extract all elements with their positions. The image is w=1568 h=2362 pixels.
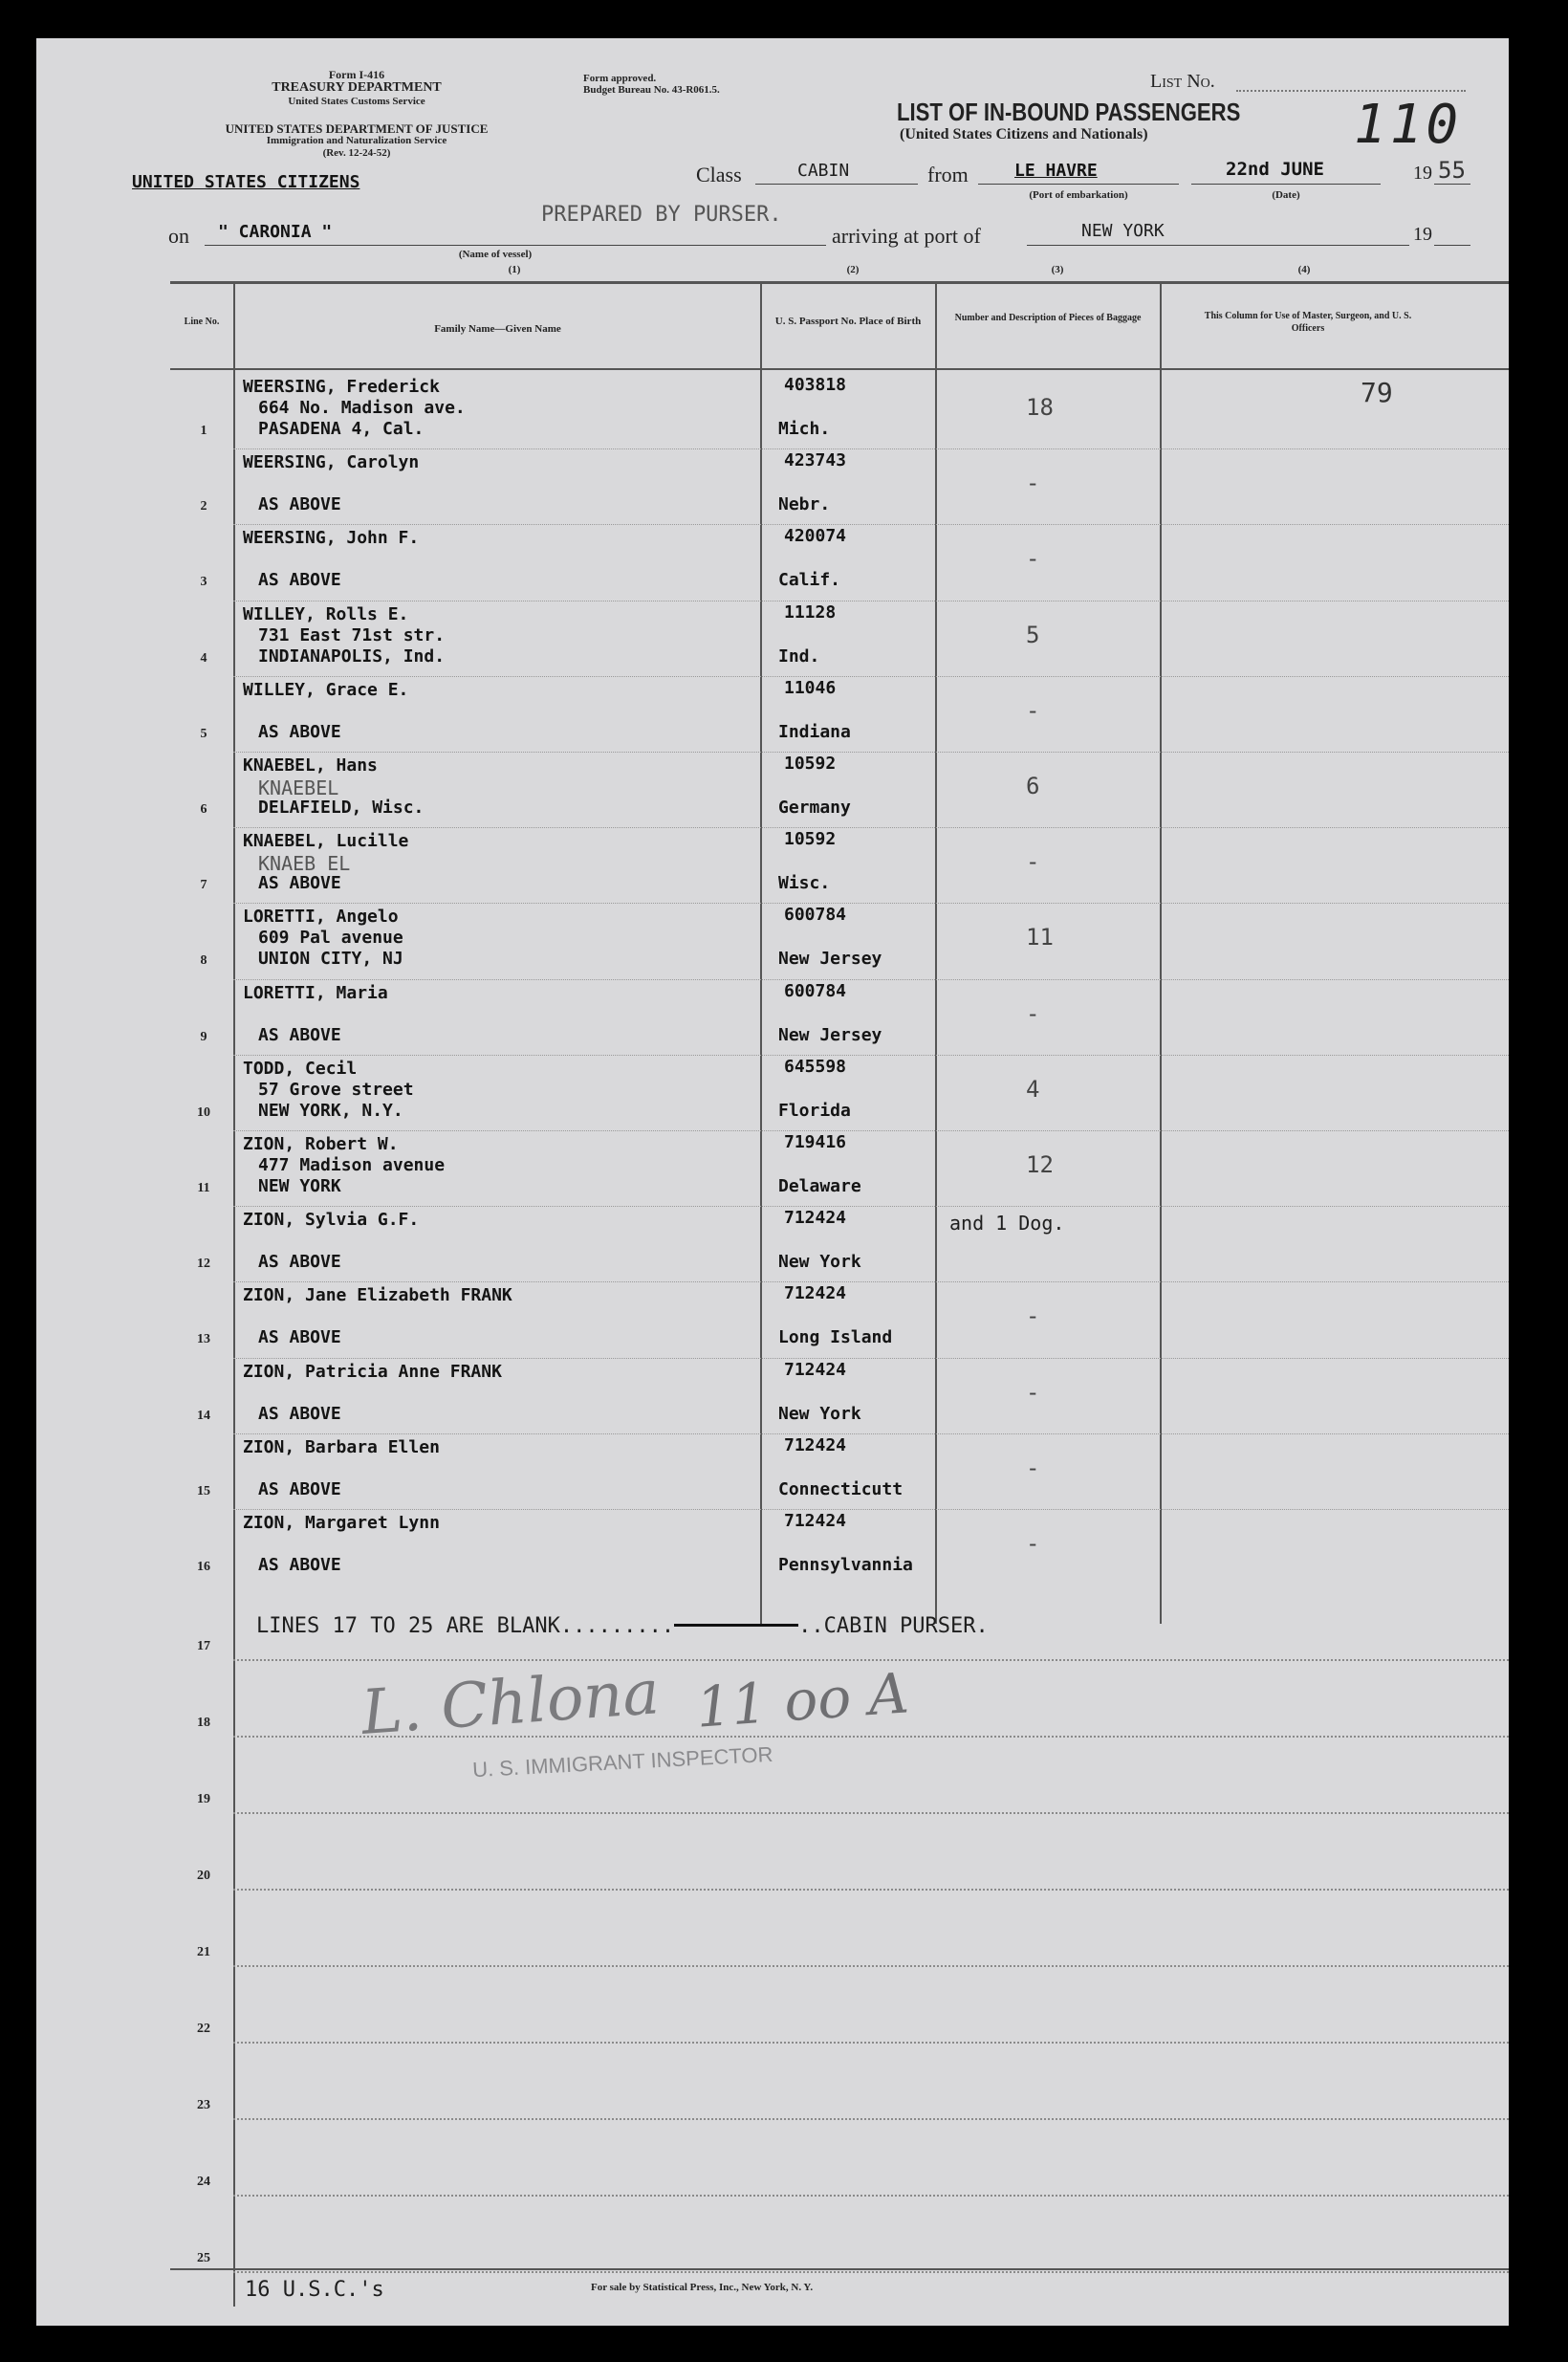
row-rule [233, 979, 1509, 980]
header-bottom-rule [170, 368, 1509, 370]
baggage-count: - [1026, 696, 1040, 724]
row-rule [233, 1509, 1509, 1510]
line-number: 25 [197, 2251, 210, 2265]
line-number: 5 [200, 726, 207, 741]
line-number: 3 [200, 575, 207, 590]
baggage-count: - [1026, 545, 1040, 573]
ins-name: Immigration and Naturalization Service [266, 135, 447, 146]
col-number-4: (4) [1297, 264, 1311, 275]
baggage-count: - [1026, 1378, 1040, 1406]
passenger-address-line: 609 Pal avenue [258, 928, 403, 949]
blank-line-rule [233, 1889, 1509, 1891]
blank-lines-text: LINES 17 TO 25 ARE BLANK......... [256, 1614, 675, 1638]
line-number: 15 [197, 1483, 210, 1498]
passenger-address-city: AS ABOVE [258, 494, 341, 515]
place-of-birth: Pennsylvannia [778, 1555, 913, 1575]
passenger-address-city: UNION CITY, NJ [258, 949, 403, 970]
baggage-count: - [1026, 1530, 1040, 1557]
vessel-caption: (Name of vessel) [458, 249, 533, 260]
place-of-birth: New Jersey [778, 1024, 882, 1045]
passenger-name: WEERSING, Frederick [243, 377, 440, 397]
manifest-page [36, 38, 1509, 2326]
col-number-1: (1) [508, 264, 521, 275]
year-line [1434, 184, 1470, 185]
row-rule [233, 1358, 1509, 1359]
budget-bureau: Budget Bureau No. 43-R061.5. [583, 84, 720, 96]
table-top-rule [170, 281, 1509, 284]
row-rule [233, 1055, 1509, 1056]
passport-number: 600784 [784, 905, 847, 926]
list-no-label: List No. [1150, 71, 1215, 92]
arriving-label: arriving at port of [832, 224, 981, 248]
line-number: 22 [197, 2022, 210, 2036]
baggage-col-divider [1160, 281, 1162, 1624]
year-prefix: 19 [1413, 163, 1432, 184]
passenger-name: WEERSING, John F. [243, 528, 420, 549]
stamp-time: 11 oo A [693, 1660, 911, 1740]
passenger-name: ZION, Sylvia G.F. [243, 1210, 420, 1231]
line-number: 18 [197, 1716, 210, 1730]
col-header-baggage: Number and Description of Pieces of Baggage [954, 313, 1142, 323]
row-rule [233, 752, 1509, 753]
from-value: LE HAVRE [1014, 161, 1098, 181]
passenger-name: WEERSING, Carolyn [243, 452, 420, 473]
class-value: CABIN [797, 161, 850, 181]
passport-number: 645598 [784, 1056, 847, 1077]
line-number: 21 [197, 1945, 210, 1959]
passenger-address-city: NEW YORK [258, 1176, 341, 1196]
passport-number: 712424 [784, 1208, 847, 1229]
baggage-count: - [1026, 1454, 1040, 1481]
passenger-name: TODD, Cecil [243, 1058, 358, 1079]
col-header-line: Line No. [184, 317, 220, 327]
passenger-address-line: 477 Madison avenue [258, 1155, 446, 1175]
prepared-by: PREPARED BY PURSER. [541, 203, 782, 227]
passenger-name: ZION, Barbara Ellen [243, 1436, 440, 1457]
passenger-address-line: 731 East 71st str. [258, 624, 446, 645]
passport-col-divider [935, 281, 937, 1624]
row-rule [233, 1433, 1509, 1434]
purser-title: ..CABIN PURSER. [798, 1614, 989, 1638]
passenger-address-city: AS ABOVE [258, 721, 341, 742]
row-rule [233, 676, 1509, 677]
passport-number: 423743 [784, 450, 847, 471]
baggage-count: - [1026, 470, 1040, 497]
year-value: 55 [1438, 157, 1466, 184]
line-number: 4 [200, 650, 207, 666]
name-col-divider [760, 281, 762, 1624]
line-number: 20 [197, 1869, 210, 1883]
col-header-officers: This Column for Use of Master, Surgeon, and U. S. Officers [1204, 311, 1412, 334]
line-number: 2 [200, 499, 207, 514]
date-caption: (Date) [1272, 189, 1300, 201]
blank-line-rule [233, 2195, 1509, 2197]
place-of-birth: New Jersey [778, 949, 882, 970]
passenger-address-city: AS ABOVE [258, 1252, 341, 1273]
date-value: 22nd JUNE [1226, 159, 1324, 180]
passenger-address-line: KNAEBEL [258, 776, 339, 799]
baggage-count: 6 [1026, 773, 1040, 799]
passenger-name: ZION, Jane Elizabeth FRANK [243, 1285, 512, 1306]
passenger-address-city: NEW YORK, N.Y. [258, 1100, 403, 1121]
from-label: from [927, 163, 969, 186]
passport-number: 10592 [784, 829, 837, 850]
passenger-address-city: AS ABOVE [258, 570, 341, 591]
place-of-birth: Wisc. [778, 873, 831, 894]
passenger-name: LORETTI, Maria [243, 982, 388, 1003]
form-number: Form I-416 [328, 68, 385, 81]
passport-number: 600784 [784, 980, 847, 1001]
place-of-birth: Connecticutt [778, 1478, 904, 1499]
justice-dept: UNITED STATES DEPARTMENT OF JUSTICE [225, 121, 489, 136]
place-of-birth: Indiana [778, 721, 851, 742]
place-of-birth: Mich. [778, 419, 831, 439]
row-rule [233, 1281, 1509, 1282]
blank-line-rule [233, 1965, 1509, 1967]
place-of-birth: Calif. [778, 570, 841, 591]
vessel-line [205, 245, 826, 246]
passenger-address-city: AS ABOVE [258, 1555, 341, 1575]
passenger-name: KNAEBEL, Hans [243, 755, 378, 776]
officer-mark: 79 [1361, 377, 1393, 408]
blank-line-rule [233, 2271, 1509, 2273]
class-label: Class [696, 163, 742, 186]
place-of-birth: Nebr. [778, 494, 831, 515]
passenger-address-city: AS ABOVE [258, 1327, 341, 1348]
row-rule [233, 827, 1509, 828]
passport-number: 420074 [784, 526, 847, 547]
place-of-birth: Ind. [778, 645, 820, 667]
port-caption: (Port of embarkation) [1029, 189, 1128, 201]
line-number: 17 [197, 1639, 210, 1653]
baggage-count: - [1026, 1302, 1040, 1330]
passenger-name: KNAEBEL, Lucille [243, 831, 409, 852]
row-rule [233, 524, 1509, 525]
printer-credit: For sale by Statistical Press, Inc., New York, N. Y. [591, 2282, 814, 2293]
passport-number: 712424 [784, 1511, 847, 1531]
treasury-dept: TREASURY DEPARTMENT [272, 80, 442, 95]
passenger-address-city: PASADENA 4, Cal. [258, 419, 425, 439]
class-line [755, 184, 918, 185]
us-citizens-label: UNITED STATES CITIZENS [132, 172, 360, 192]
year2-prefix: 19 [1413, 224, 1432, 245]
stamp-signature: L. Chlona [359, 1657, 662, 1749]
blank-line-rule [233, 1659, 1509, 1661]
line-number: 1 [200, 424, 207, 438]
year2-line [1434, 245, 1470, 246]
passport-number: 10592 [784, 754, 837, 774]
passenger-address-city: AS ABOVE [258, 1024, 341, 1045]
line-number: 23 [197, 2098, 210, 2112]
passenger-name: LORETTI, Angelo [243, 907, 399, 928]
passenger-address-city: DELAFIELD, Wisc. [258, 798, 425, 818]
arrival-port: NEW YORK [1081, 221, 1165, 241]
passenger-name: ZION, Robert W. [243, 1134, 399, 1154]
form-approved: Form approved. [583, 73, 657, 84]
col-number-2: (2) [846, 264, 860, 275]
baggage-count: - [1026, 999, 1040, 1027]
blank-line-rule [233, 1812, 1509, 1814]
line-number: 10 [197, 1104, 210, 1120]
passport-number: 11128 [784, 601, 837, 623]
col-header-passport: U. S. Passport No. Place of Birth [774, 316, 922, 327]
table-bottom-rule [170, 2268, 1509, 2270]
line-number: 7 [200, 878, 207, 893]
arrival-line [1027, 245, 1409, 246]
passport-number: 712424 [784, 1359, 847, 1380]
line-number: 11 [197, 1181, 210, 1195]
citizen-count: 16 U.S.C.'s [245, 2278, 384, 2302]
list-no-line [1236, 90, 1466, 92]
passenger-address-line: KNAEB EL [258, 852, 351, 876]
line-number: 9 [200, 1029, 207, 1044]
baggage-count: 5 [1026, 621, 1040, 648]
place-of-birth: Delaware [778, 1176, 861, 1196]
blank-line-rule [233, 2042, 1509, 2044]
blank-lines-note [256, 1614, 989, 1638]
passenger-address-line: 57 Grove street [258, 1079, 414, 1100]
blank-line-rule [233, 2118, 1509, 2120]
passport-number: 712424 [784, 1434, 847, 1455]
line-number: 19 [197, 1792, 210, 1806]
row-rule [233, 1130, 1509, 1131]
place-of-birth: Long Island [778, 1327, 893, 1348]
place-of-birth: New York [778, 1252, 861, 1273]
baggage-count: - [1026, 848, 1040, 876]
passenger-address-city: AS ABOVE [258, 1478, 341, 1499]
list-no-value: 110 [1354, 94, 1463, 156]
passport-number: 719416 [784, 1132, 847, 1152]
stamp-inspector-title: U. S. IMMIGRANT INSPECTOR [471, 1741, 773, 1782]
line-number: 14 [197, 1408, 210, 1423]
baggage-count: 12 [1026, 1151, 1054, 1178]
passenger-name: WILLEY, Grace E. [243, 679, 409, 700]
line-number: 16 [197, 1560, 210, 1574]
passenger-name: WILLEY, Rolls E. [243, 603, 409, 624]
line-number: 12 [197, 1257, 210, 1272]
line-number: 13 [197, 1332, 210, 1347]
from-line [978, 184, 1179, 185]
on-label: on [168, 224, 189, 248]
vessel-name: " CARONIA " [218, 222, 333, 242]
line-number: 8 [200, 953, 207, 969]
passport-number: 712424 [784, 1283, 847, 1304]
passenger-address-city: AS ABOVE [258, 873, 341, 894]
row-rule [233, 1206, 1509, 1207]
revision: (Rev. 12-24-52) [322, 147, 391, 159]
passport-number: 11046 [784, 677, 837, 698]
row-rule [233, 903, 1509, 904]
passenger-address-city: INDIANAPOLIS, Ind. [258, 645, 446, 667]
form-title: LIST OF IN-BOUND PASSENGERS [897, 98, 1241, 126]
baggage-count: 11 [1026, 924, 1054, 951]
baggage-count: 18 [1026, 394, 1054, 421]
customs-service: United States Customs Service [288, 96, 425, 107]
place-of-birth: New York [778, 1403, 861, 1424]
row-rule [233, 448, 1509, 449]
line-number: 24 [197, 2175, 210, 2189]
baggage-count: 4 [1026, 1075, 1040, 1103]
passenger-name: ZION, Patricia Anne FRANK [243, 1361, 502, 1382]
place-of-birth: Germany [778, 798, 851, 818]
purser-signature [674, 1624, 798, 1627]
baggage-count: and 1 Dog. [949, 1212, 1065, 1236]
form-subtitle: (United States Citizens and Nationals) [900, 126, 1148, 142]
line-number: 6 [200, 802, 207, 817]
place-of-birth: Florida [778, 1100, 851, 1121]
passport-number: 403818 [784, 375, 847, 395]
date-line [1191, 184, 1381, 185]
line-col-divider [233, 281, 235, 2307]
passenger-address-line: 664 No. Madison ave. [258, 398, 466, 418]
col-number-3: (3) [1051, 264, 1064, 275]
passenger-name: ZION, Margaret Lynn [243, 1513, 440, 1533]
passenger-address-city: AS ABOVE [258, 1403, 341, 1424]
col-header-name: Family Name—Given Name [434, 323, 561, 335]
